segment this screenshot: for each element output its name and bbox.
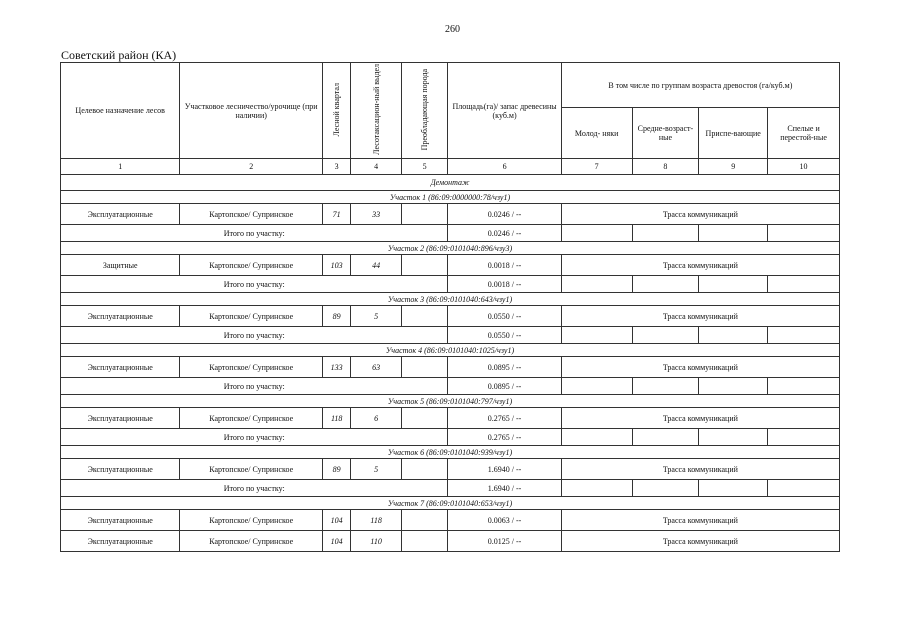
header-forestry: Участковое лесничество/урочище (при наличии) xyxy=(180,63,323,159)
total-empty-cell xyxy=(768,378,840,395)
purpose-cell: Эксплуатационные xyxy=(61,510,180,531)
table-row xyxy=(61,531,840,552)
header-mature: Спелые и перестой-ные xyxy=(768,108,840,159)
column-number: 4 xyxy=(351,159,402,175)
allotment-cell: 63 xyxy=(351,357,402,378)
total-empty-cell xyxy=(768,480,840,497)
plot-title-row xyxy=(61,497,840,510)
allotment-cell: 118 xyxy=(351,510,402,531)
column-number: 9 xyxy=(699,159,768,175)
allotment-cell: 33 xyxy=(351,204,402,225)
plot-title-row xyxy=(61,242,840,255)
purpose-cell: Эксплуатационные xyxy=(61,306,180,327)
total-empty-cell xyxy=(561,225,632,242)
plot-total-row xyxy=(61,429,840,446)
quarter-cell: 103 xyxy=(323,255,351,276)
species-cell xyxy=(401,459,448,480)
note-cell: Трасса коммуникаций xyxy=(561,357,839,378)
forestry-cell: Картопское/ Супринское xyxy=(180,531,323,552)
total-value: 1.6940 / -- xyxy=(448,480,561,497)
table-row xyxy=(61,459,840,480)
note-cell: Трасса коммуникаций xyxy=(561,204,839,225)
forestry-cell: Картопское/ Супринское xyxy=(180,306,323,327)
note-cell: Трасса коммуникаций xyxy=(561,459,839,480)
forestry-cell: Картопское/ Супринское xyxy=(180,204,323,225)
column-number: 7 xyxy=(561,159,632,175)
area-cell: 1.6940 / -- xyxy=(448,459,561,480)
purpose-cell: Защитные xyxy=(61,255,180,276)
total-label: Итого по участку: xyxy=(61,378,448,395)
plot-total-row xyxy=(61,225,840,242)
total-value: 0.0018 / -- xyxy=(448,276,561,293)
plot-title: Участок 6 (86:09:0101040:939/чзу1) xyxy=(61,446,840,459)
total-empty-cell xyxy=(768,429,840,446)
total-value: 0.0895 / -- xyxy=(448,378,561,395)
total-label: Итого по участку: xyxy=(61,327,448,344)
species-cell xyxy=(401,531,448,552)
plot-title-row xyxy=(61,395,840,408)
purpose-cell: Эксплуатационные xyxy=(61,204,180,225)
total-empty-cell xyxy=(632,276,699,293)
header-species: Преобладающая порода xyxy=(420,68,430,151)
purpose-cell: Эксплуатационные xyxy=(61,531,180,552)
total-empty-cell xyxy=(699,327,768,344)
plot-title: Участок 2 (86:09:0101040:896/чзу3) xyxy=(61,242,840,255)
plot-title-row xyxy=(61,293,840,306)
total-empty-cell xyxy=(561,276,632,293)
total-empty-cell xyxy=(768,327,840,344)
plot-total-row xyxy=(61,276,840,293)
column-number: 5 xyxy=(401,159,448,175)
header-maturing: Приспе-вающие xyxy=(699,108,768,159)
header-age-groups: В том числе по группам возраста древостоя (га/куб.м) xyxy=(561,63,839,108)
total-empty-cell xyxy=(561,480,632,497)
table-row xyxy=(61,306,840,327)
forestry-cell: Картопское/ Супринское xyxy=(180,255,323,276)
total-value: 0.0550 / -- xyxy=(448,327,561,344)
page-number: 260 xyxy=(445,24,460,35)
column-number: 2 xyxy=(180,159,323,175)
allotment-cell: 5 xyxy=(351,459,402,480)
plot-title: Участок 4 (86:09:0101040:1025/чзу1) xyxy=(61,344,840,357)
table-row xyxy=(61,408,840,429)
area-cell: 0.0063 / -- xyxy=(448,510,561,531)
section-title: Демонтаж xyxy=(61,175,840,191)
column-numbers-row xyxy=(61,159,840,175)
area-cell: 0.0246 / -- xyxy=(448,204,561,225)
total-empty-cell xyxy=(561,327,632,344)
column-number: 6 xyxy=(448,159,561,175)
quarter-cell: 89 xyxy=(323,459,351,480)
total-value: 0.0246 / -- xyxy=(448,225,561,242)
total-empty-cell xyxy=(699,276,768,293)
total-empty-cell xyxy=(699,378,768,395)
header-row-1 xyxy=(61,63,840,108)
quarter-cell: 133 xyxy=(323,357,351,378)
plot-title-row xyxy=(61,446,840,459)
quarter-cell: 89 xyxy=(323,306,351,327)
area-cell: 0.0125 / -- xyxy=(448,531,561,552)
forestry-cell: Картопское/ Супринское xyxy=(180,408,323,429)
total-empty-cell xyxy=(699,480,768,497)
header-middle-aged: Средне-возраст-ные xyxy=(632,108,699,159)
purpose-cell: Эксплуатационные xyxy=(61,459,180,480)
plot-total-row xyxy=(61,378,840,395)
header-area: Площадь(га)/ запас древесины (куб.м) xyxy=(448,63,561,159)
species-cell xyxy=(401,204,448,225)
column-number: 8 xyxy=(632,159,699,175)
plot-total-row xyxy=(61,480,840,497)
quarter-cell: 71 xyxy=(323,204,351,225)
header-quarter: Лесной квартал xyxy=(332,82,342,137)
total-empty-cell xyxy=(561,429,632,446)
section-row xyxy=(61,175,840,191)
allotment-cell: 6 xyxy=(351,408,402,429)
total-empty-cell xyxy=(632,225,699,242)
total-empty-cell xyxy=(632,429,699,446)
total-empty-cell xyxy=(632,378,699,395)
area-cell: 0.0018 / -- xyxy=(448,255,561,276)
quarter-cell: 104 xyxy=(323,531,351,552)
total-value: 0.2765 / -- xyxy=(448,429,561,446)
area-cell: 0.0895 / -- xyxy=(448,357,561,378)
quarter-cell: 118 xyxy=(323,408,351,429)
allotment-cell: 110 xyxy=(351,531,402,552)
note-cell: Трасса коммуникаций xyxy=(561,255,839,276)
header-allotment-cell xyxy=(351,63,402,159)
total-empty-cell xyxy=(699,225,768,242)
table-row xyxy=(61,510,840,531)
total-empty-cell xyxy=(632,480,699,497)
plot-total-row xyxy=(61,327,840,344)
allotment-cell: 5 xyxy=(351,306,402,327)
header-young: Молод- няки xyxy=(561,108,632,159)
header-species-cell xyxy=(401,63,448,159)
table-row xyxy=(61,357,840,378)
species-cell xyxy=(401,510,448,531)
purpose-cell: Эксплуатационные xyxy=(61,408,180,429)
note-cell: Трасса коммуникаций xyxy=(561,306,839,327)
species-cell xyxy=(401,255,448,276)
total-label: Итого по участку: xyxy=(61,225,448,242)
district-title: Советский район (КА) xyxy=(61,48,177,62)
note-cell: Трасса коммуникаций xyxy=(561,531,839,552)
header-allotment: Лесотаксацион-ный выдел xyxy=(371,64,381,155)
plot-title-row xyxy=(61,344,840,357)
plot-title: Участок 5 (86:09:0101040:797/чзу1) xyxy=(61,395,840,408)
quarter-cell: 104 xyxy=(323,510,351,531)
total-empty-cell xyxy=(699,429,768,446)
plot-title: Участок 7 (86:09:0101040:653/чзу1) xyxy=(61,497,840,510)
forest-table xyxy=(60,62,840,552)
species-cell xyxy=(401,357,448,378)
area-cell: 0.0550 / -- xyxy=(448,306,561,327)
plot-title-row xyxy=(61,191,840,204)
total-empty-cell xyxy=(632,327,699,344)
total-label: Итого по участку: xyxy=(61,429,448,446)
forestry-cell: Картопское/ Супринское xyxy=(180,357,323,378)
table-row xyxy=(61,204,840,225)
forestry-cell: Картопское/ Супринское xyxy=(180,459,323,480)
plot-title: Участок 1 (86:09:0000000:78/чзу1) xyxy=(61,191,840,204)
header-purpose: Целевое назначение лесов xyxy=(61,63,180,159)
species-cell xyxy=(401,306,448,327)
column-number: 1 xyxy=(61,159,180,175)
total-label: Итого по участку: xyxy=(61,480,448,497)
total-empty-cell xyxy=(561,378,632,395)
total-empty-cell xyxy=(768,225,840,242)
total-empty-cell xyxy=(768,276,840,293)
allotment-cell: 44 xyxy=(351,255,402,276)
forestry-cell: Картопское/ Супринское xyxy=(180,510,323,531)
header-quarter-cell xyxy=(323,63,351,159)
species-cell xyxy=(401,408,448,429)
column-number: 3 xyxy=(323,159,351,175)
total-label: Итого по участку: xyxy=(61,276,448,293)
area-cell: 0.2765 / -- xyxy=(448,408,561,429)
plot-title: Участок 3 (86:09:0101040:643/чзу1) xyxy=(61,293,840,306)
column-number: 10 xyxy=(768,159,840,175)
note-cell: Трасса коммуникаций xyxy=(561,510,839,531)
note-cell: Трасса коммуникаций xyxy=(561,408,839,429)
purpose-cell: Эксплуатационные xyxy=(61,357,180,378)
table-row xyxy=(61,255,840,276)
